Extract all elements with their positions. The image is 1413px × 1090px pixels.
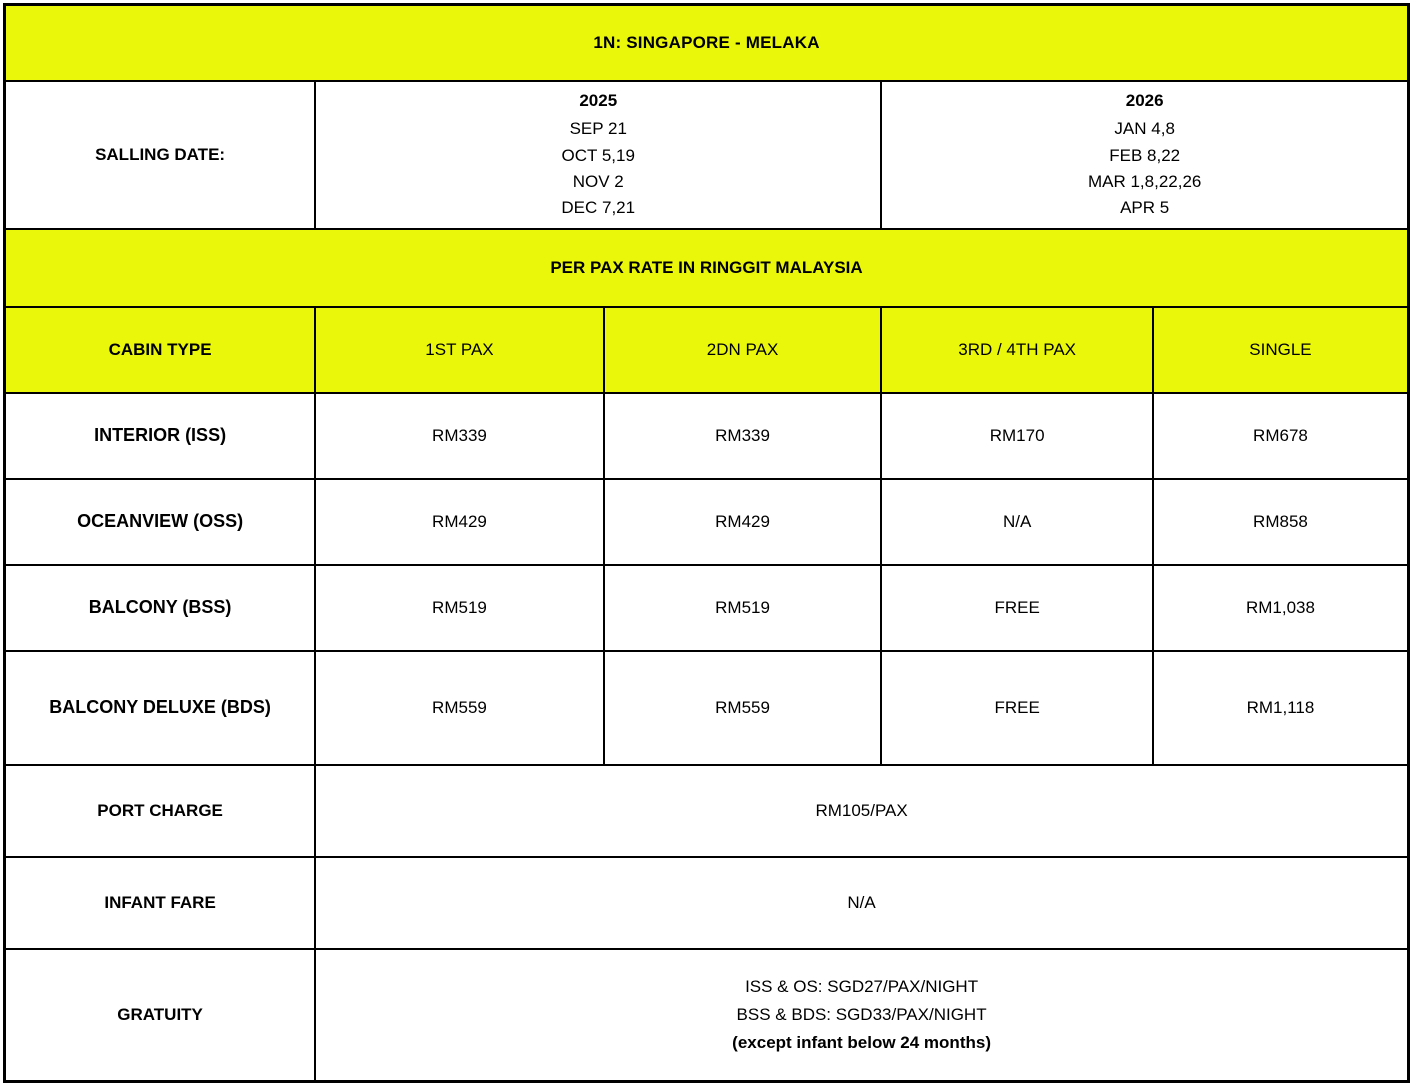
interior-3rd-4th-pax: RM170 <box>881 393 1153 479</box>
balcony-deluxe-3rd-4th-pax: FREE <box>881 651 1153 765</box>
title-row <box>5 5 1409 82</box>
table-row <box>5 565 1409 651</box>
rate-sheet <box>0 3 1413 1090</box>
balcony-1st-pax: RM519 <box>315 565 604 651</box>
sailing-dates-2026 <box>881 81 1408 229</box>
cabin-type-oceanview: OCEANVIEW (OSS) <box>5 479 316 565</box>
cabin-type-balcony: BALCONY (BSS) <box>5 565 316 651</box>
sailing-2026-line-3: MAR 1,8,22,26 <box>1087 172 1202 192</box>
sailing-dates-2025 <box>315 81 881 229</box>
sailing-2026-line-1: JAN 4,8 <box>1114 119 1175 139</box>
port-charge-row <box>5 765 1409 857</box>
column-header-cabin-type: CABIN TYPE <box>5 307 316 393</box>
gratuity-line-1: ISS & OS: SGD27/PAX/NIGHT <box>745 976 979 996</box>
balcony-deluxe-2dn-pax: RM559 <box>604 651 882 765</box>
balcony-deluxe-1st-pax: RM559 <box>315 651 604 765</box>
balcony-single: RM1,038 <box>1153 565 1409 651</box>
gratuity-line-3: (except infant below 24 months) <box>732 1032 991 1052</box>
sailing-date-row <box>5 81 1409 229</box>
table-row <box>5 393 1409 479</box>
column-header-single: SINGLE <box>1153 307 1409 393</box>
gratuity-row <box>5 949 1409 1082</box>
cabin-type-interior: INTERIOR (ISS) <box>5 393 316 479</box>
interior-single: RM678 <box>1153 393 1409 479</box>
column-header-3rd-4th-pax: 3RD / 4TH PAX <box>881 307 1153 393</box>
sailing-2026-line-2: FEB 8,22 <box>1109 145 1181 165</box>
infant-fare-value: N/A <box>315 857 1408 949</box>
port-charge-label: PORT CHARGE <box>5 765 316 857</box>
infant-fare-label: INFANT FARE <box>5 857 316 949</box>
oceanview-2dn-pax: RM429 <box>604 479 882 565</box>
column-header-1st-pax: 1ST PAX <box>315 307 604 393</box>
sailing-date-label: SALLING DATE: <box>5 81 316 229</box>
cruise-rate-table <box>3 3 1410 1083</box>
gratuity-label: GRATUITY <box>5 949 316 1082</box>
sailing-year-2026: 2026 <box>1125 91 1164 110</box>
table-row <box>5 651 1409 765</box>
infant-fare-row <box>5 857 1409 949</box>
sailing-2025-line-2: OCT 5,19 <box>561 145 635 165</box>
gratuity-value <box>315 949 1408 1082</box>
interior-1st-pax: RM339 <box>315 393 604 479</box>
oceanview-3rd-4th-pax: N/A <box>881 479 1153 565</box>
sailing-2026-line-4: APR 5 <box>1120 198 1170 218</box>
oceanview-1st-pax: RM429 <box>315 479 604 565</box>
sailing-2025-line-3: NOV 2 <box>572 172 624 192</box>
interior-2dn-pax: RM339 <box>604 393 882 479</box>
balcony-3rd-4th-pax: FREE <box>881 565 1153 651</box>
column-header-2dn-pax: 2DN PAX <box>604 307 882 393</box>
oceanview-single: RM858 <box>1153 479 1409 565</box>
sailing-2025-line-4: DEC 7,21 <box>561 198 636 218</box>
cabin-type-balcony-deluxe: BALCONY DELUXE (BDS) <box>5 651 316 765</box>
table-header-row <box>5 307 1409 393</box>
page-title: 1N: SINGAPORE - MELAKA <box>5 5 1409 82</box>
sailing-year-2025: 2025 <box>579 91 618 110</box>
table-row <box>5 479 1409 565</box>
sailing-2025-line-1: SEP 21 <box>569 119 627 139</box>
section-title: PER PAX RATE IN RINGGIT MALAYSIA <box>5 229 1409 307</box>
balcony-deluxe-single: RM1,118 <box>1153 651 1409 765</box>
balcony-2dn-pax: RM519 <box>604 565 882 651</box>
port-charge-value: RM105/PAX <box>315 765 1408 857</box>
gratuity-line-2: BSS & BDS: SGD33/PAX/NIGHT <box>736 1004 987 1024</box>
section-title-row <box>5 229 1409 307</box>
